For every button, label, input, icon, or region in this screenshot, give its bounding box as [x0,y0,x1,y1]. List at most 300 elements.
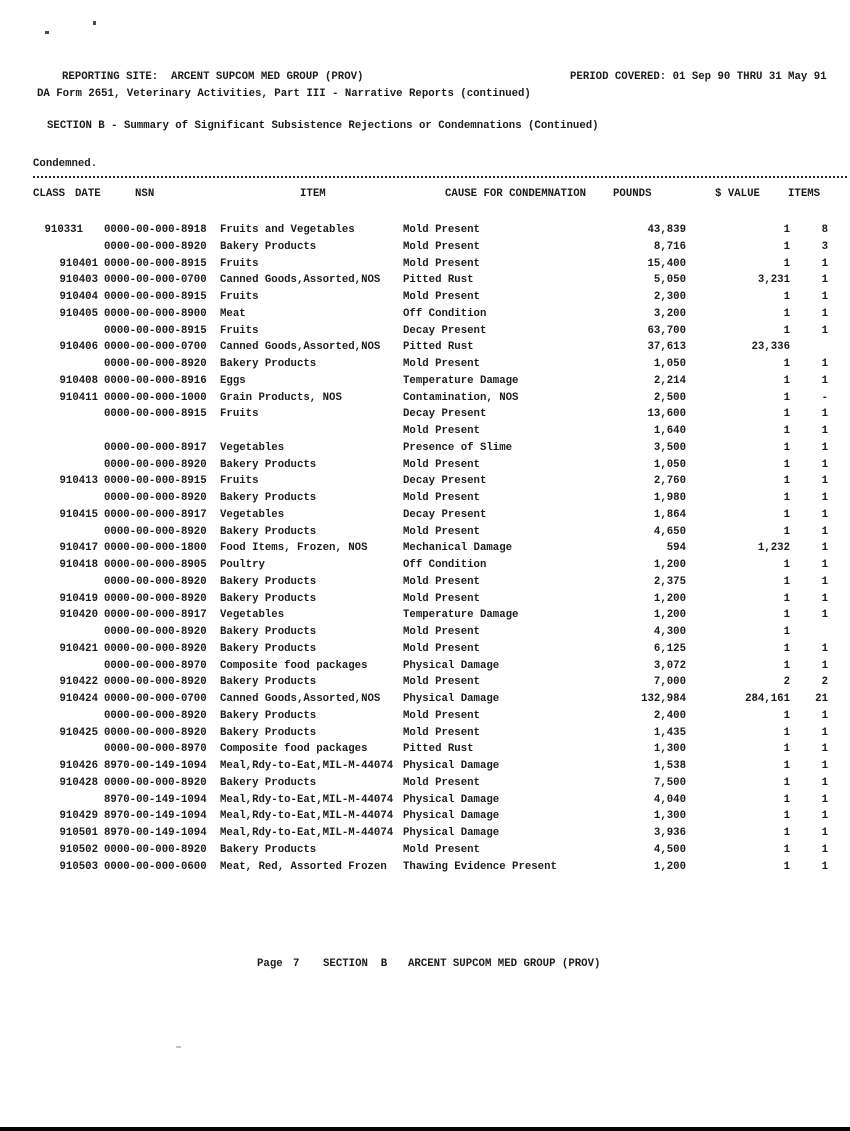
period-covered-line: PERIOD COVERED: 01 Sep 90 THRU 31 May 91 [570,71,827,83]
table-row [0,406,850,423]
cell-pounds: 594 [666,542,686,555]
cell-cause: Mold Present [403,709,480,722]
cell-item: Meat, Red, Assorted Frozen [220,860,387,873]
cell-item: Meat [220,307,246,320]
table-row [0,842,850,859]
table-row [0,725,850,742]
cell-items: 1 [821,776,828,789]
cell-items: 1 [821,592,828,605]
table-row [0,323,850,340]
cell-nsn: 0000-00-000-8917 [104,609,207,622]
cell-cause: Mold Present [403,291,480,303]
cell-value: 1 [783,626,790,638]
table-row [0,607,850,624]
cell-cause: Thawing Evidence Present [403,860,557,873]
cell-nsn: 0000-00-000-8920 [104,240,207,253]
cell-value: 1 [783,559,790,571]
cell-item: Bakery Products [220,676,317,689]
cell-pounds: 1,435 [653,726,686,739]
cell-items: 1 [821,525,828,538]
cell-pounds: 13,600 [647,408,686,421]
cell-nsn: 0000-00-000-8920 [104,525,207,538]
cell-items: 1 [821,760,828,772]
table-row [0,825,850,842]
cell-items: 1 [821,642,828,655]
cell-items: 1 [821,542,828,555]
cell-value: 3,231 [757,274,790,287]
cell-value: 1 [783,358,790,370]
table-row [0,624,850,641]
table-row [0,859,850,876]
cell-date: 910428 [59,776,98,789]
cell-item: Canned Goods,Assorted,NOS [220,341,381,354]
cell-value: 1 [783,425,790,437]
form-title-line: DA Form 2651, Veterinary Activities, Part III - Narrative Reports (continued) [37,88,531,100]
cell-cause: Pitted Rust [403,274,474,287]
cell-date: 910420 [59,609,98,622]
cell-pounds: 15,400 [647,257,686,270]
cell-date: 910503 [59,860,98,873]
cell-value: 1 [783,324,790,337]
cell-date: 910403 [59,274,98,287]
cell-items: 1 [821,458,828,471]
cell-pounds: 2,400 [653,709,686,722]
cell-items: 1 [821,743,828,756]
cell-cause: Presence of Slime [403,441,513,454]
cell-nsn: 0000-00-000-8920 [104,592,207,605]
cell-nsn: 0000-00-000-8920 [104,776,207,789]
cell-items: 1 [821,860,828,873]
cell-item: Bakery Products [220,726,317,739]
cell-cause: Mold Present [403,626,480,638]
cell-items: - [821,391,828,404]
cell-items: 1 [821,425,828,437]
cell-pounds: 1,864 [653,508,686,521]
cell-item: Poultry [220,559,265,571]
table-row [0,641,850,658]
cell-items: 1 [821,575,828,588]
cell-item: Bakery Products [220,492,317,504]
table-row [0,524,850,541]
cell-nsn: 0000-00-000-1800 [104,542,207,555]
cell-items: 1 [821,307,828,320]
cell-date: 910405 [59,307,98,320]
cell-item: Bakery Products [220,776,317,789]
cell-pounds: 132,984 [641,693,686,705]
cell-value: 1 [783,508,790,521]
cell-items: 1 [821,726,828,739]
table-row [0,222,850,239]
cell-cause: Off Condition [403,307,487,320]
cell-items: 1 [821,475,828,488]
cell-value: 1 [783,776,790,789]
cell-pounds: 4,040 [653,793,686,806]
table-row [0,457,850,474]
column-header-value: $ VALUE [715,188,760,200]
cell-items: 2 [821,676,828,689]
cell-item: Vegetables [220,441,285,454]
reporting-site-line: REPORTING SITE: ARCENT SUPCOM MED GROUP (PROV) [62,71,364,83]
cell-date: 910421 [59,642,98,655]
cell-items: 1 [821,324,828,337]
table-row [0,390,850,407]
cell-date: 910411 [59,391,98,404]
cell-nsn: 0000-00-000-8915 [104,257,207,270]
cell-cause: Mold Present [403,843,480,856]
column-header-item: ITEM [300,188,326,200]
cell-items: 1 [821,827,828,839]
cell-date: 910425 [59,726,98,739]
cell-nsn: 0000-00-000-8915 [104,291,207,303]
cell-item: Meal,Rdy-to-Eat,MIL-M-44074 [220,793,394,806]
cell-pounds: 4,650 [653,525,686,538]
cell-item: Bakery Products [220,358,317,370]
table-row [0,339,850,356]
cell-pounds: 1,200 [653,860,686,873]
cell-item: Bakery Products [220,843,317,856]
cell-pounds: 1,538 [653,760,686,772]
cell-nsn: 8970-00-149-1094 [104,793,207,806]
column-header-items: ITEMS [788,188,821,200]
cell-items: 1 [821,810,828,823]
cell-nsn: 0000-00-000-8920 [104,492,207,504]
footer-site-label: ARCENT SUPCOM MED GROUP (PROV) [408,958,601,970]
cell-cause: Mold Present [403,726,480,739]
cell-nsn: 8970-00-149-1094 [104,827,207,839]
table-row [0,792,850,809]
cell-items: 1 [821,843,828,856]
table-row [0,557,850,574]
scan-artifact [93,21,96,25]
table-row [0,540,850,557]
cell-cause: Physical Damage [403,659,500,672]
cell-value: 1 [783,307,790,320]
cell-pounds: 2,500 [653,391,686,404]
table-row [0,306,850,323]
cell-nsn: 0000-00-000-8917 [104,441,207,454]
cell-cause: Physical Damage [403,693,500,705]
cell-value: 1 [783,475,790,488]
cell-value: 1 [783,760,790,772]
cell-cause: Physical Damage [403,810,500,823]
cell-pounds: 6,125 [653,642,686,655]
cell-item: Fruits [220,257,259,270]
cell-value: 1 [783,726,790,739]
cell-date: 910419 [59,592,98,605]
cell-nsn: 0000-00-000-8920 [104,709,207,722]
cell-nsn: 0000-00-000-8918 [104,224,207,236]
cell-item: Bakery Products [220,458,317,471]
cell-value: 1 [783,525,790,538]
cell-value: 284,161 [745,693,790,705]
cell-value: 1,232 [757,542,790,555]
table-row [0,490,850,507]
cell-cause: Mold Present [403,240,480,253]
column-header-date: DATE [75,188,101,200]
cell-pounds: 4,500 [653,843,686,856]
cell-items: 1 [821,291,828,303]
cell-cause: Mold Present [403,776,480,789]
cell-item: Fruits [220,475,259,488]
cell-pounds: 3,500 [653,441,686,454]
cell-items: 1 [821,492,828,504]
table-row [0,591,850,608]
cell-nsn: 0000-00-000-0700 [104,693,207,705]
cell-item: Meal,Rdy-to-Eat,MIL-M-44074 [220,827,394,839]
cell-nsn: 8970-00-149-1094 [104,760,207,772]
cell-nsn: 8970-00-149-1094 [104,810,207,823]
cell-item: Vegetables [220,609,285,622]
cell-items: 1 [821,659,828,672]
cell-value: 1 [783,642,790,655]
cell-value: 1 [783,492,790,504]
table-header-row [0,188,850,202]
table-row [0,691,850,708]
cell-pounds: 43,839 [647,224,686,236]
cell-value: 1 [783,709,790,722]
table-row [0,440,850,457]
cell-pounds: 1,200 [653,592,686,605]
cell-items: 1 [821,408,828,421]
table-row [0,708,850,725]
cell-value: 1 [783,659,790,672]
cell-item: Canned Goods,Assorted,NOS [220,693,381,705]
cell-value: 1 [783,441,790,454]
cell-item: Fruits [220,408,259,421]
cell-date: 910415 [59,508,98,521]
cell-item: Composite food packages [220,659,368,672]
cell-value: 1 [783,224,790,236]
cell-pounds: 1,050 [653,458,686,471]
cell-pounds: 8,716 [653,240,686,253]
cell-date: 910422 [59,676,98,689]
cell-item: Fruits [220,291,259,303]
cell-item: Meal,Rdy-to-Eat,MIL-M-44074 [220,810,394,823]
cell-nsn: 0000-00-000-0700 [104,274,207,287]
cell-items: 1 [821,793,828,806]
cell-nsn: 0000-00-000-8915 [104,324,207,337]
cell-cause: Mold Present [403,257,480,270]
column-header-nsn: NSN [135,188,155,200]
cell-nsn: 0000-00-000-8970 [104,659,207,672]
cell-items: 21 [815,693,828,705]
cell-value: 2 [783,676,790,689]
cell-pounds: 1,200 [653,559,686,571]
cell-item: Meal,Rdy-to-Eat,MIL-M-44074 [220,760,394,772]
cell-pounds: 1,300 [653,810,686,823]
cell-pounds: 3,072 [653,659,686,672]
cell-cause: Decay Present [403,324,487,337]
section-title-line: SECTION B - Summary of Significant Subsistence Rejections or Condemnations (Continued) [47,120,599,132]
scan-edge-artifact [0,1127,850,1131]
cell-items: 1 [821,374,828,387]
table-row [0,741,850,758]
table-row [0,775,850,792]
cell-cause: Physical Damage [403,760,500,772]
cell-cause: Mold Present [403,358,480,370]
cell-items: 1 [821,274,828,287]
table-row [0,256,850,273]
cell-date: 910418 [59,559,98,571]
cell-nsn: 0000-00-000-0600 [104,860,207,873]
column-header-pounds: POUNDS [613,188,652,200]
cell-cause: Mold Present [403,642,480,655]
table-body [0,222,850,875]
cell-item: Bakery Products [220,575,317,588]
page-footer [0,958,850,972]
cell-nsn: 0000-00-000-8920 [104,626,207,638]
cell-item: Bakery Products [220,626,317,638]
cell-pounds: 2,760 [653,475,686,488]
cell-items: 1 [821,709,828,722]
cell-date: 910406 [59,341,98,354]
cell-nsn: 0000-00-000-8920 [104,358,207,370]
cell-nsn: 0000-00-000-1000 [104,391,207,404]
cell-pounds: 1,200 [653,609,686,622]
cell-items: 1 [821,257,828,270]
table-row [0,356,850,373]
cell-pounds: 2,300 [653,291,686,303]
footer-section-label: SECTION B [323,958,388,970]
cell-item: Fruits [220,324,259,337]
cell-date: 910413 [59,475,98,488]
cell-date: 910424 [59,693,98,705]
cell-pounds: 2,375 [653,575,686,588]
cell-nsn: 0000-00-000-8917 [104,508,207,521]
cell-cause: Pitted Rust [403,743,474,756]
cell-value: 23,336 [751,341,790,354]
cell-value: 1 [783,843,790,856]
cell-item: Vegetables [220,508,285,521]
cell-nsn: 0000-00-000-8905 [104,559,207,571]
cell-date: 910417 [59,542,98,555]
cell-items: 1 [821,609,828,622]
cell-pounds: 5,050 [653,274,686,287]
cell-value: 1 [783,609,790,622]
cell-item: Composite food packages [220,743,368,756]
table-row [0,507,850,524]
table-row [0,373,850,390]
dotted-separator [33,176,847,178]
cell-items: 3 [821,240,828,253]
cell-nsn: 0000-00-000-8916 [104,374,207,387]
cell-pounds: 3,936 [653,827,686,839]
cell-pounds: 4,300 [653,626,686,638]
cell-cause: Decay Present [403,408,487,421]
cell-value: 1 [783,257,790,270]
cell-item: Bakery Products [220,709,317,722]
cell-nsn: 0000-00-000-8920 [104,726,207,739]
cell-cause: Mold Present [403,458,480,471]
cell-cause: Decay Present [403,475,487,488]
table-row [0,289,850,306]
cell-cause: Physical Damage [403,827,500,839]
cell-cause: Mold Present [403,492,480,504]
table-row [0,674,850,691]
cell-date: 910331 [44,224,83,236]
cell-cause: Mold Present [403,676,480,689]
cell-nsn: 0000-00-000-8920 [104,458,207,471]
table-row [0,574,850,591]
cell-date: 910429 [59,810,98,823]
cell-item: Fruits and Vegetables [220,224,355,236]
cell-cause: Decay Present [403,508,487,521]
cell-cause: Temperature Damage [403,609,519,622]
cell-pounds: 3,200 [653,307,686,320]
cell-pounds: 7,500 [653,776,686,789]
cell-pounds: 37,613 [647,341,686,354]
cell-cause: Mold Present [403,592,480,605]
cell-cause: Off Condition [403,559,487,571]
cell-nsn: 0000-00-000-8915 [104,475,207,488]
scan-artifact [176,1046,181,1048]
scan-artifact [45,31,49,34]
cell-item: Bakery Products [220,525,317,538]
cell-pounds: 7,000 [653,676,686,689]
cell-nsn: 0000-00-000-0700 [104,341,207,354]
cell-cause: Mechanical Damage [403,542,513,555]
cell-cause: Physical Damage [403,793,500,806]
cell-item: Food Items, Frozen, NOS [220,542,368,555]
cell-value: 1 [783,793,790,806]
cell-pounds: 1,980 [653,492,686,504]
cell-items: 1 [821,508,828,521]
cell-nsn: 0000-00-000-8915 [104,408,207,421]
cell-cause: Contamination, NOS [403,391,519,404]
cell-value: 1 [783,391,790,404]
cell-nsn: 0000-00-000-8920 [104,843,207,856]
cell-value: 1 [783,860,790,873]
cell-item: Bakery Products [220,592,317,605]
table-row [0,758,850,775]
cell-nsn: 0000-00-000-8920 [104,575,207,588]
cell-value: 1 [783,743,790,756]
cell-item: Bakery Products [220,642,317,655]
cell-item: Grain Products, NOS [220,391,342,404]
cell-value: 1 [783,592,790,605]
cell-nsn: 0000-00-000-8920 [104,676,207,689]
table-row [0,658,850,675]
cell-date: 910404 [59,291,98,303]
footer-page-number: 7 [293,958,300,970]
cell-date: 910401 [59,257,98,270]
cell-date: 910408 [59,374,98,387]
cell-date: 910501 [59,827,98,839]
cell-value: 1 [783,374,790,387]
column-header-class: CLASS [33,188,66,200]
cell-cause: Temperature Damage [403,374,519,387]
cell-pounds: 1,300 [653,743,686,756]
table-row [0,808,850,825]
cell-nsn: 0000-00-000-8900 [104,307,207,320]
table-row [0,473,850,490]
footer-page-label: Page [257,958,283,970]
cell-pounds: 63,700 [647,324,686,337]
cell-value: 1 [783,291,790,303]
cell-date: 910426 [59,760,98,772]
table-row [0,423,850,440]
cell-item: Canned Goods,Assorted,NOS [220,274,381,287]
cell-value: 1 [783,827,790,839]
cell-items: 1 [821,441,828,454]
cell-pounds: 1,640 [653,425,686,437]
table-row [0,272,850,289]
cell-pounds: 1,050 [653,358,686,370]
cell-items: 8 [821,224,828,236]
cell-cause: Mold Present [403,525,480,538]
condemned-label: Condemned. [33,158,98,170]
cell-items: 1 [821,559,828,571]
